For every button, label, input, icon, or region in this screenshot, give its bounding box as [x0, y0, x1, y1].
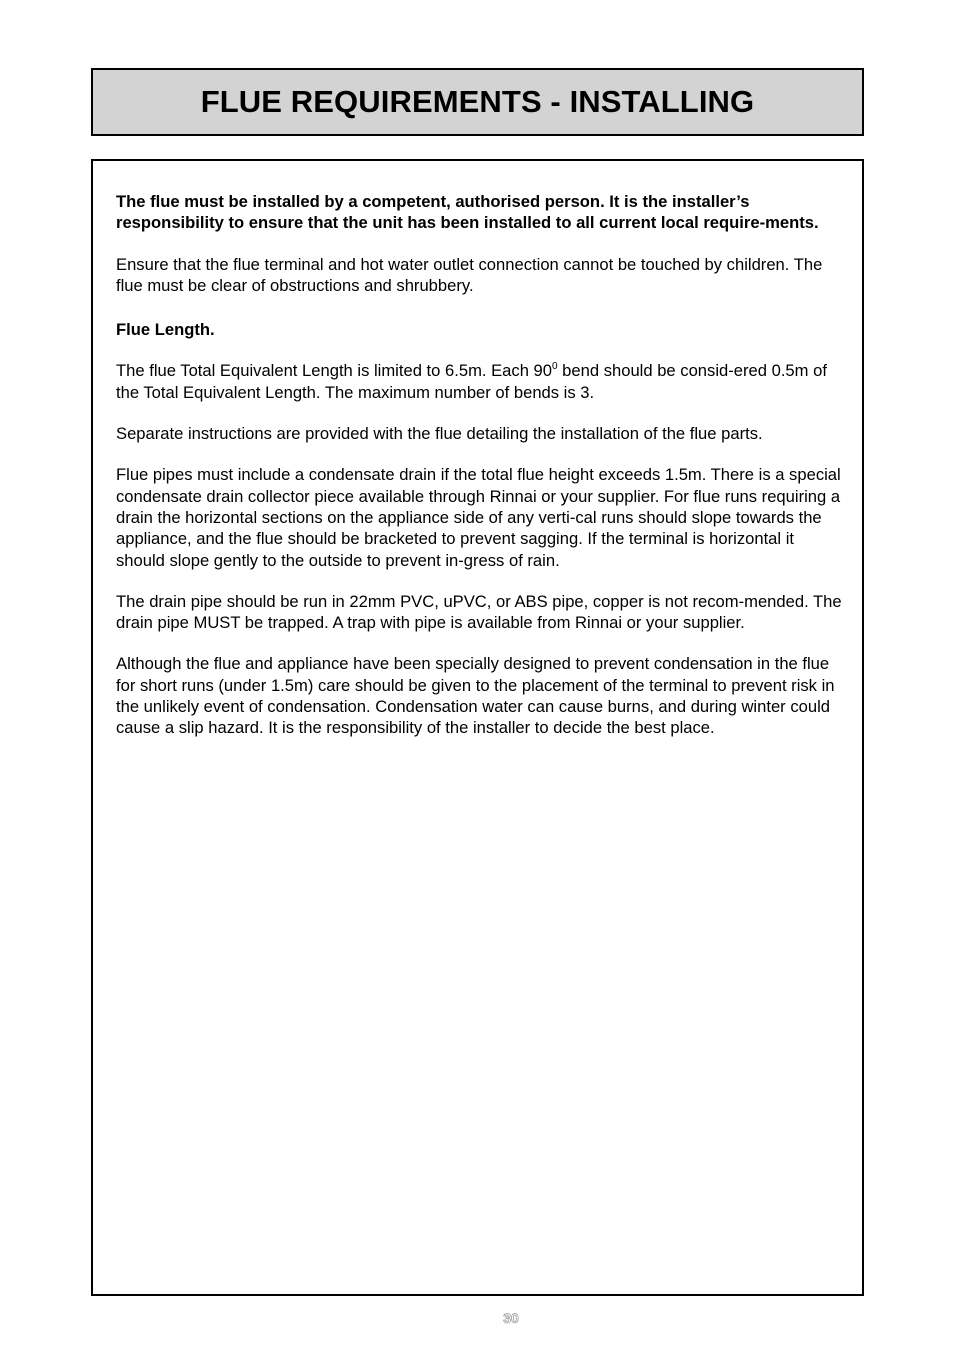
- page-number: 30: [503, 1310, 519, 1326]
- drain-pipe-paragraph: The drain pipe should be run in 22mm PVC, uPVC, or ABS pipe, copper is not recom-mended. The drain pipe MUST be trapped. A trap with pipe is available from Rinnai or your supplier.: [116, 591, 842, 633]
- title-banner: [91, 68, 864, 136]
- flue-length-paragraph: [116, 360, 846, 403]
- content-body: [116, 191, 846, 759]
- content-panel: [91, 159, 864, 1296]
- flue-length-text-start: The flue Total Equivalent Length is limited to 6.5m. Each 90: [116, 361, 552, 381]
- short-runs-paragraph: Although the flue and appliance have been specially designed to prevent condensation in the flue for short runs (under 1.5m) care should be given to the placement of the terminal to prevent risk in the unlikely event of condensation. Condensation water can cause burns, and during winter could cause a slip hazard. It is the responsibility of the installer to decide the best place.: [116, 654, 835, 738]
- page-title: FLUE REQUIREMENTS - INSTALLING: [200, 84, 755, 119]
- condensate-drain-paragraph: Flue pipes must include a condensate drain if the total flue height exceeds 1.5m. There is a special condensate drain collector piece available through Rinnai or your supplier. For flue runs requiring a drain the horizontal sections on the appliance side of any verti-cal runs should slope towards the appliance, and the flue should be bracketed to prevent sagging. If the terminal is horizontal it should slope gently to the outside to prevent in-gress of rain.: [116, 465, 841, 570]
- intro-paragraph: The flue must be installed by a competent, authorised person. It is the installer’s responsibility to ensure that the unit has been installed to all current local require-ments.: [116, 192, 819, 233]
- safety-paragraph: Ensure that the flue terminal and hot water outlet connection cannot be touched by children. The flue must be clear of obstructions and shrubbery.: [116, 254, 823, 295]
- flue-length-text-end: bend should be consid-ered 0.5m of the Total Equivalent Length. The maximum number of bends is 3.: [116, 361, 827, 402]
- degree-superscript: 0: [552, 361, 558, 373]
- separate-instructions-paragraph: Separate instructions are provided with the flue detailing the installation of the flue parts.: [116, 424, 763, 444]
- flue-length-heading: Flue Length.: [116, 320, 215, 340]
